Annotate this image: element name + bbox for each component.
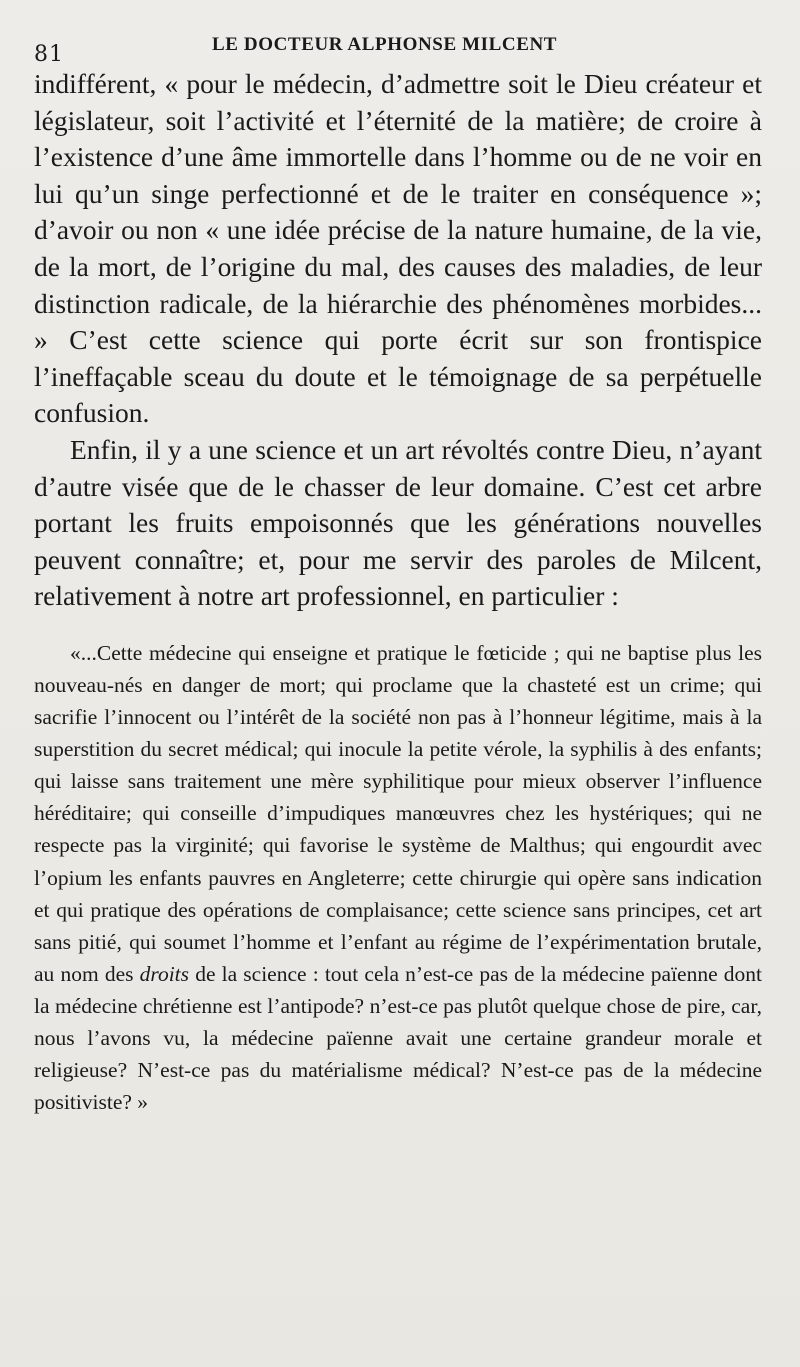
block-quote — [34, 637, 762, 1118]
main-text — [34, 66, 762, 615]
page-number: 81 — [34, 42, 64, 67]
paragraph-enfin: Enfin, il y a une science et un art révoltés contre Dieu, n’ayant d’autre visée que de le chasser de leur domaine. C’est cet arbre portant les fruits empoisonnés que les générations nouvelles peuvent connaître; et, pour me servir des paroles de Milcent, relativement à notre art professionnel, en particulier : — [34, 433, 762, 612]
running-head — [34, 26, 762, 66]
quote-italic-word: droits — [139, 961, 190, 986]
paragraph-continuation: indifférent, « pour le médecin, d’admettre soit le Dieu créateur et législateur, soit l’activité et l’éternité de la matière; de croire à l’existence d’une âme immortelle dans l’homme ou de ne voir en lui qu’un singe perfectionné et de le traiter en conséquence »; d’avoir ou non « une idée précise de la nature humaine, de la vie, de la mort, de l’origine du mal, des causes des maladies, de leur distinction radicale, de la hiérarchie des phénomènes morbides... » C’est cette science qui porte écrit sur son frontispice l’ineffaçable sceau du doute et le témoignage de sa perpétuelle confusion. — [34, 68, 762, 429]
quote-text-start: «...Cette médecine qui enseigne et pratique le fœticide ; qui ne baptise plus les nouveau-nés en danger de mort; qui proclame que la chasteté est un crime; qui sacrifie l’innocent ou l’intérêt de la société non pas à l’honneur légitime, mais à la superstition du secret médical; qui inocule la petite vérole, la syphilis à des enfants; qui laisse sans traitement une mère syphilitique pour mieux observer l’influence héréditaire; qui conseille d’impudiques manœuvres chez les hystériques; qui ne respecte pas la virginité; qui favorise le système de Malthus; qui engourdit avec l’opium les enfants pauvres en Angleterre; cette chirurgie qui opère sans indication et qui pratique des opérations de complaisance; cette science sans principes, cet art sans pitié, qui soumet l’homme et l’enfant au régime de l’expérimentation brutale, au nom des — [34, 640, 762, 986]
quote-paragraph — [34, 637, 762, 1118]
running-title: LE DOCTEUR ALPHONSE MILCENT — [212, 34, 558, 55]
quote-text-end: de la science : tout cela n’est-ce pas de la médecine païenne dont la médecine chrétienne est l’antipode? n’est-ce pas plutôt quelque chose de pire, car, nous l’avons vu, la médecine païenne avait une certaine grandeur morale et religieuse? N’est-ce pas du matérialisme médical? N’est-ce pas de la médecine positiviste? » — [34, 961, 763, 1115]
